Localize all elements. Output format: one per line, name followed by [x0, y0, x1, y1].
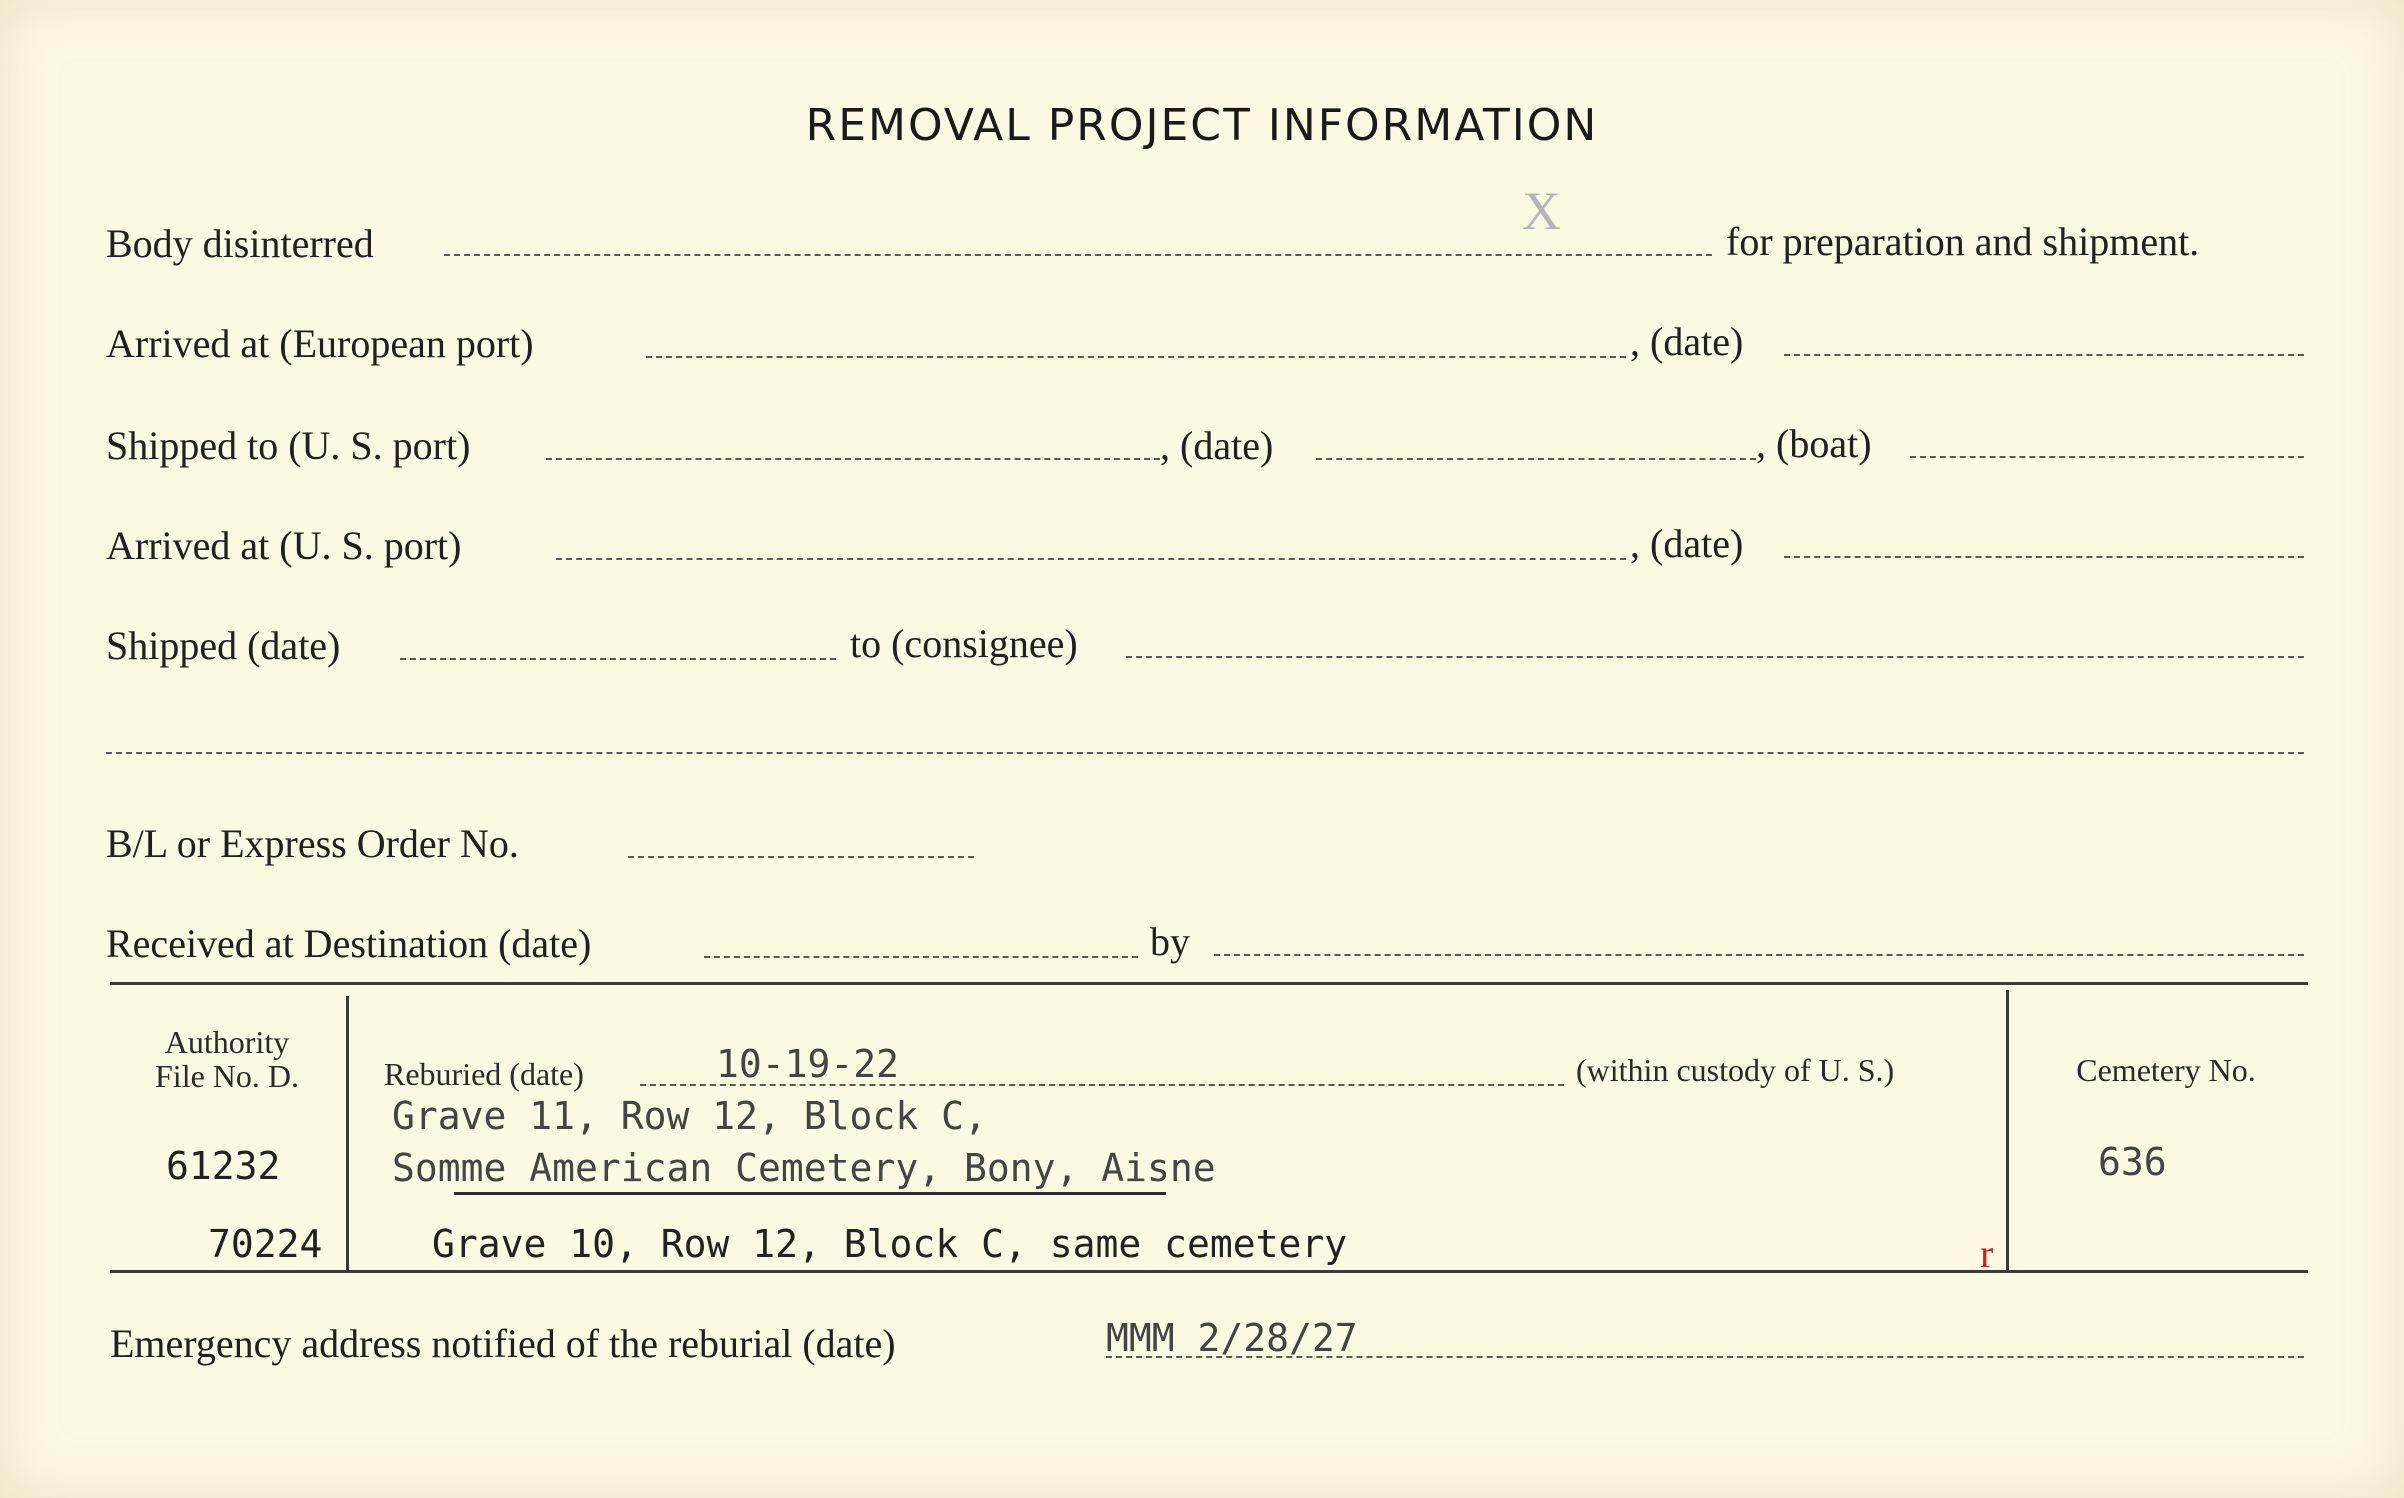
- consignee-label: to (consignee): [850, 621, 1078, 666]
- card-title: REMOVAL PROJECT INFORMATION: [805, 100, 1599, 151]
- cemetery-no-value: 636: [2098, 1140, 2167, 1184]
- consignee-continuation-line[interactable]: [106, 752, 2304, 754]
- custody-label: (within custody of U. S.): [1576, 1052, 1895, 1088]
- arrived-european-port-label: Arrived at (European port): [106, 321, 534, 366]
- consignee-line[interactable]: [1126, 656, 2304, 658]
- authority-label: Authority: [164, 1024, 290, 1060]
- arrived-us-port-label: Arrived at (U. S. port): [106, 523, 462, 568]
- table-bottom-rule: [110, 1270, 2308, 1273]
- red-check-icon: r: [1980, 1231, 1994, 1276]
- reburied-date-line[interactable]: [640, 1084, 1564, 1086]
- received-destination-line[interactable]: [704, 956, 1138, 958]
- arrived-us-date-line[interactable]: [1784, 556, 2304, 558]
- european-date-line[interactable]: [1784, 354, 2304, 356]
- pen-underline: [454, 1192, 1166, 1195]
- arrived-us-date-label: , (date): [1630, 521, 1744, 566]
- arrived-us-port-line[interactable]: [556, 558, 1626, 560]
- received-destination-label: Received at Destination (date): [106, 921, 592, 966]
- shipped-date-row-line[interactable]: [400, 658, 836, 660]
- file-no-value-2: 70224: [208, 1222, 323, 1266]
- reburied-label: Reburied (date): [384, 1056, 584, 1092]
- shipped-date-label: , (date): [1160, 423, 1274, 468]
- file-no-label: File No. D.: [155, 1058, 299, 1094]
- bl-order-label: B/L or Express Order No.: [106, 821, 519, 866]
- emergency-label: Emergency address notified of the reburial (date): [110, 1321, 896, 1366]
- table-top-rule: [110, 982, 2308, 985]
- shipped-us-port-label: Shipped to (U. S. port): [106, 423, 471, 468]
- body-disinterred-line[interactable]: [444, 254, 1712, 256]
- cemetery-no-label: Cemetery No.: [2076, 1052, 2256, 1088]
- table-divider-left: [346, 996, 349, 1270]
- file-no-value-1: 61232: [166, 1144, 281, 1188]
- for-preparation-label: for preparation and shipment.: [1726, 219, 2200, 264]
- grave-line-3: Grave 10, Row 12, Block C, same cemetery: [432, 1222, 1348, 1266]
- emergency-line[interactable]: [1106, 1356, 2304, 1358]
- boat-line[interactable]: [1910, 456, 2304, 458]
- shipped-us-port-line[interactable]: [546, 458, 1160, 460]
- grave-line-2: Somme American Cemetery, Bony, Aisne: [392, 1146, 1216, 1190]
- grave-line-1: Grave 11, Row 12, Block C,: [392, 1094, 987, 1138]
- table-divider-right: [2006, 990, 2009, 1270]
- by-label: by: [1150, 919, 1190, 964]
- arrived-european-port-line[interactable]: [646, 356, 1626, 358]
- boat-label: , (boat): [1756, 421, 1872, 466]
- reburied-date: 10-19-22: [716, 1042, 900, 1086]
- shipped-date-line[interactable]: [1316, 458, 1756, 460]
- body-disinterred-label: Body disinterred: [106, 221, 374, 266]
- received-by-line[interactable]: [1214, 954, 2304, 956]
- bl-order-line[interactable]: [628, 856, 974, 858]
- emergency-value: MMM 2/28/27: [1106, 1316, 1358, 1360]
- european-date-label: , (date): [1630, 319, 1744, 364]
- shipped-date-row-label: Shipped (date): [106, 623, 341, 668]
- pencil-scribble-icon: X: [1522, 181, 1561, 241]
